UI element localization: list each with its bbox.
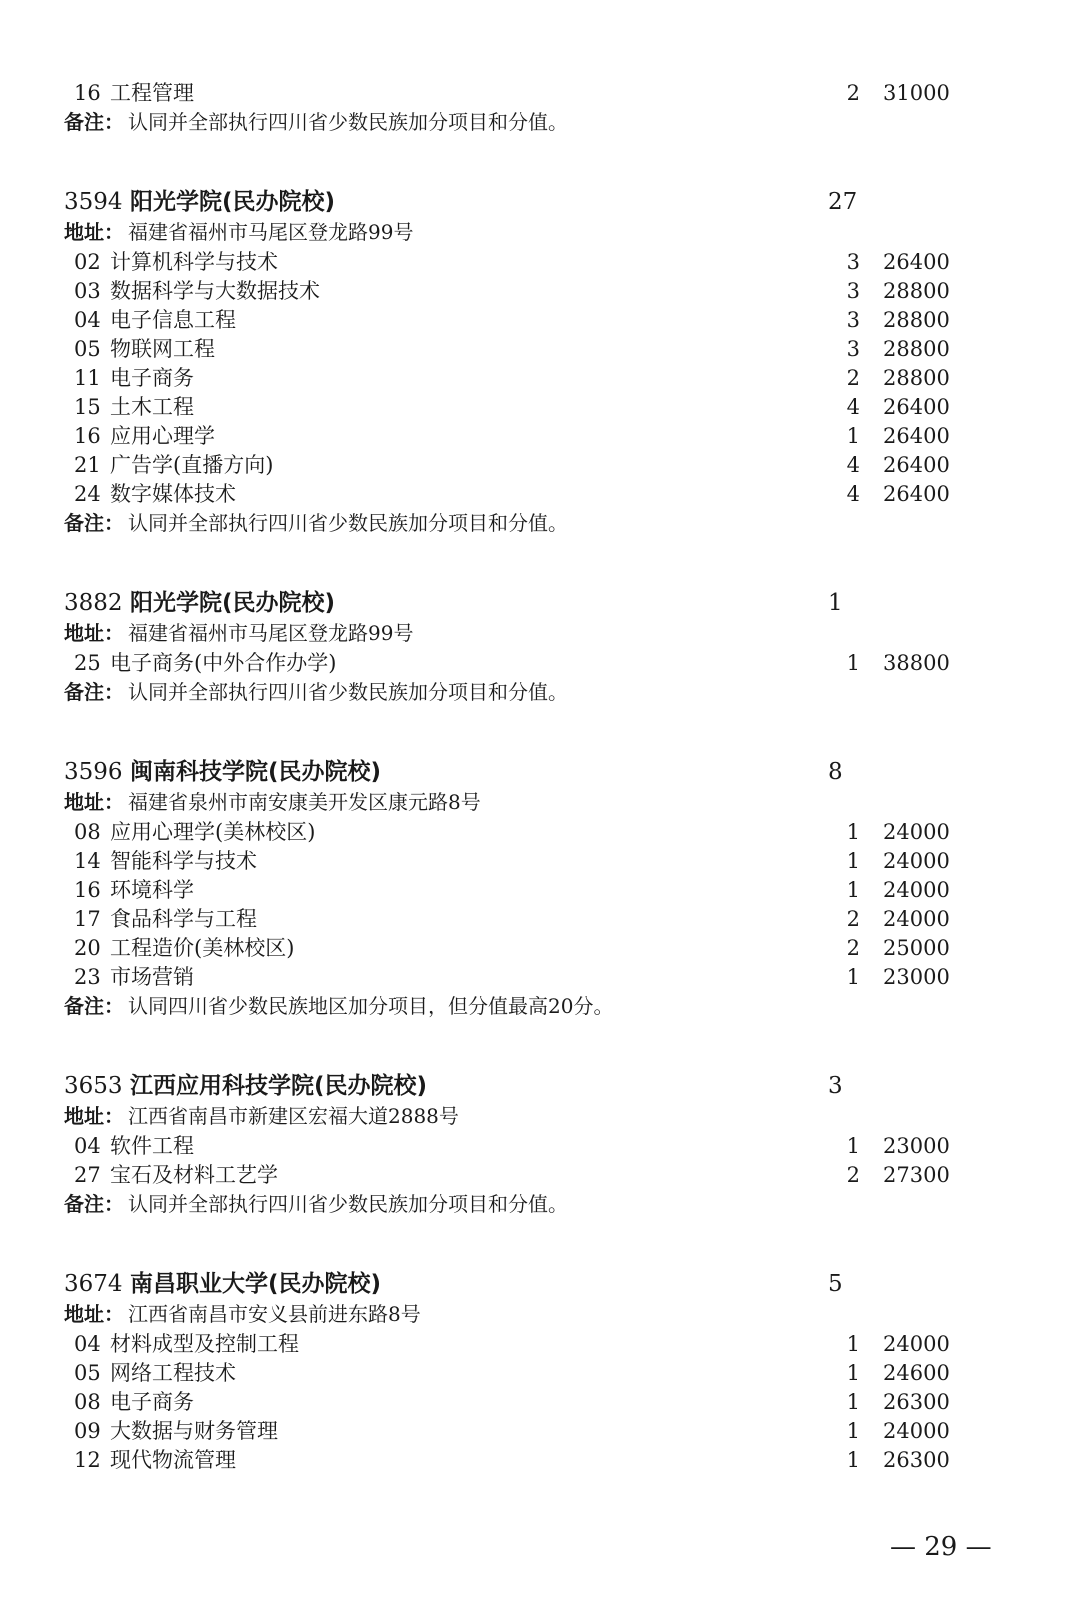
note-label: 备注： bbox=[64, 110, 124, 134]
school-total: 3 bbox=[828, 1073, 843, 1099]
school-header bbox=[0, 1269, 1080, 1299]
major-name: 大数据与财务管理 bbox=[110, 1419, 278, 1443]
major-row bbox=[0, 392, 1080, 422]
major-code: 03 bbox=[74, 279, 101, 303]
school-header bbox=[0, 1071, 1080, 1101]
major-count: 1 bbox=[846, 1332, 860, 1356]
major-fee: 24000 bbox=[883, 907, 950, 931]
major-count: 1 bbox=[846, 1419, 860, 1443]
major-row bbox=[0, 1329, 1080, 1359]
major-row bbox=[0, 648, 1080, 678]
major-count: 4 bbox=[846, 395, 860, 419]
major-code: 11 bbox=[74, 366, 101, 390]
major-row bbox=[0, 1160, 1080, 1190]
major-row bbox=[0, 305, 1080, 335]
note-text: 认同并全部执行四川省少数民族加分项目和分值。 bbox=[128, 1192, 568, 1216]
major-name: 应用心理学 bbox=[110, 424, 215, 448]
major-name: 材料成型及控制工程 bbox=[110, 1332, 299, 1356]
major-count: 1 bbox=[846, 424, 860, 448]
major-code: 05 bbox=[74, 1361, 101, 1385]
major-fee: 28800 bbox=[883, 308, 950, 332]
major-name: 土木工程 bbox=[110, 395, 194, 419]
major-row bbox=[0, 962, 1080, 992]
major-count: 1 bbox=[846, 878, 860, 902]
note bbox=[0, 1189, 1080, 1219]
major-row bbox=[0, 875, 1080, 905]
major-count: 1 bbox=[846, 965, 860, 989]
school-name: 江西应用科技学院(民办院校) bbox=[130, 1073, 428, 1099]
address bbox=[0, 217, 1080, 247]
note-text: 认同并全部执行四川省少数民族加分项目和分值。 bbox=[128, 680, 568, 704]
major-name: 市场营销 bbox=[110, 965, 194, 989]
address-label: 地址： bbox=[64, 1104, 124, 1128]
note-label: 备注： bbox=[64, 511, 124, 535]
major-fee: 26300 bbox=[883, 1390, 950, 1414]
major-code: 02 bbox=[74, 250, 101, 274]
major-row bbox=[0, 479, 1080, 509]
major-fee: 24000 bbox=[883, 1332, 950, 1356]
address-label: 地址： bbox=[64, 621, 124, 645]
major-row bbox=[0, 1387, 1080, 1417]
major-count: 1 bbox=[846, 1390, 860, 1414]
school-header bbox=[0, 757, 1080, 787]
major-row bbox=[0, 1358, 1080, 1388]
major-row bbox=[0, 334, 1080, 364]
major-code: 16 bbox=[74, 424, 101, 448]
school-name: 南昌职业大学(民办院校) bbox=[130, 1271, 382, 1297]
major-name: 广告学(直播方向) bbox=[110, 453, 274, 477]
major-row bbox=[0, 933, 1080, 963]
address-label: 地址： bbox=[64, 220, 124, 244]
note bbox=[0, 677, 1080, 707]
school-code: 3674 bbox=[64, 1271, 123, 1297]
address-text: 江西省南昌市新建区宏福大道2888号 bbox=[128, 1104, 459, 1128]
major-fee: 28800 bbox=[883, 279, 950, 303]
major-fee: 26400 bbox=[883, 424, 950, 448]
major-code: 08 bbox=[74, 820, 101, 844]
major-fee: 28800 bbox=[883, 337, 950, 361]
major-fee: 26400 bbox=[883, 453, 950, 477]
major-fee: 23000 bbox=[883, 965, 950, 989]
major-count: 3 bbox=[846, 308, 860, 332]
address-text: 江西省南昌市安义县前进东路8号 bbox=[128, 1302, 421, 1326]
major-name: 数据科学与大数据技术 bbox=[110, 279, 320, 303]
major-name: 应用心理学(美林校区) bbox=[110, 820, 316, 844]
major-count: 2 bbox=[846, 1163, 860, 1187]
major-fee: 24000 bbox=[883, 1419, 950, 1443]
major-count: 1 bbox=[846, 1361, 860, 1385]
note bbox=[0, 991, 1080, 1021]
school-header bbox=[0, 588, 1080, 618]
major-code: 16 bbox=[74, 878, 101, 902]
major-name: 网络工程技术 bbox=[110, 1361, 236, 1385]
major-row bbox=[0, 1131, 1080, 1161]
major-fee: 25000 bbox=[883, 936, 950, 960]
major-code: 24 bbox=[74, 482, 101, 506]
school-total: 5 bbox=[828, 1271, 843, 1297]
major-code: 21 bbox=[74, 453, 101, 477]
major-fee: 27300 bbox=[883, 1163, 950, 1187]
school-name: 阳光学院(民办院校) bbox=[130, 189, 336, 215]
major-name: 工程造价(美林校区) bbox=[110, 936, 295, 960]
school-total: 1 bbox=[828, 590, 843, 616]
major-fee: 26400 bbox=[883, 395, 950, 419]
major-code: 05 bbox=[74, 337, 101, 361]
major-row bbox=[0, 1445, 1080, 1475]
major-fee: 31000 bbox=[883, 81, 950, 105]
major-code: 27 bbox=[74, 1163, 101, 1187]
major-fee: 26400 bbox=[883, 250, 950, 274]
major-code: 08 bbox=[74, 1390, 101, 1414]
address-text: 福建省泉州市南安康美开发区康元路8号 bbox=[128, 790, 481, 814]
address bbox=[0, 1101, 1080, 1131]
major-count: 1 bbox=[846, 1448, 860, 1472]
major-count: 1 bbox=[846, 849, 860, 873]
major-fee: 24000 bbox=[883, 820, 950, 844]
school-total: 8 bbox=[828, 759, 843, 785]
major-name: 物联网工程 bbox=[110, 337, 215, 361]
address bbox=[0, 1299, 1080, 1329]
major-code: 17 bbox=[74, 907, 101, 931]
major-row bbox=[0, 421, 1080, 451]
major-name: 数字媒体技术 bbox=[110, 482, 236, 506]
address-text: 福建省福州市马尾区登龙路99号 bbox=[128, 621, 414, 645]
major-code: 20 bbox=[74, 936, 101, 960]
major-count: 3 bbox=[846, 250, 860, 274]
address-label: 地址： bbox=[64, 1302, 124, 1326]
major-row bbox=[0, 450, 1080, 480]
note-text: 认同并全部执行四川省少数民族加分项目和分值。 bbox=[128, 110, 568, 134]
major-code: 12 bbox=[74, 1448, 101, 1472]
major-name: 计算机科学与技术 bbox=[110, 250, 278, 274]
major-fee: 26300 bbox=[883, 1448, 950, 1472]
major-name: 智能科学与技术 bbox=[110, 849, 257, 873]
major-name: 电子商务(中外合作办学) bbox=[110, 651, 337, 675]
major-count: 4 bbox=[846, 482, 860, 506]
major-count: 1 bbox=[846, 651, 860, 675]
major-name: 工程管理 bbox=[110, 81, 194, 105]
major-row bbox=[0, 904, 1080, 934]
major-count: 3 bbox=[846, 279, 860, 303]
major-count: 2 bbox=[846, 81, 860, 105]
school-total: 27 bbox=[828, 189, 858, 215]
major-code: 14 bbox=[74, 849, 101, 873]
major-fee: 24000 bbox=[883, 878, 950, 902]
note bbox=[0, 508, 1080, 538]
major-row bbox=[0, 78, 1080, 108]
note-label: 备注： bbox=[64, 1192, 124, 1216]
school-code: 3882 bbox=[64, 590, 123, 616]
major-count: 1 bbox=[846, 820, 860, 844]
school-code: 3594 bbox=[64, 189, 123, 215]
address bbox=[0, 787, 1080, 817]
major-name: 宝石及材料工艺学 bbox=[110, 1163, 278, 1187]
major-code: 23 bbox=[74, 965, 101, 989]
major-code: 15 bbox=[74, 395, 101, 419]
address-text: 福建省福州市马尾区登龙路99号 bbox=[128, 220, 414, 244]
major-row bbox=[0, 817, 1080, 847]
major-count: 3 bbox=[846, 337, 860, 361]
school-name: 闽南科技学院(民办院校) bbox=[130, 759, 382, 785]
major-row bbox=[0, 247, 1080, 277]
major-name: 环境科学 bbox=[110, 878, 194, 902]
major-row bbox=[0, 363, 1080, 393]
major-code: 04 bbox=[74, 308, 101, 332]
major-fee: 24600 bbox=[883, 1361, 950, 1385]
major-fee: 38800 bbox=[883, 651, 950, 675]
major-count: 4 bbox=[846, 453, 860, 477]
major-name: 电子信息工程 bbox=[110, 308, 236, 332]
major-name: 现代物流管理 bbox=[110, 1448, 236, 1472]
major-fee: 24000 bbox=[883, 849, 950, 873]
school-code: 3653 bbox=[64, 1073, 123, 1099]
major-code: 25 bbox=[74, 651, 101, 675]
address bbox=[0, 618, 1080, 648]
major-code: 04 bbox=[74, 1332, 101, 1356]
major-row bbox=[0, 846, 1080, 876]
page-number: — 29 — bbox=[890, 1532, 992, 1562]
major-count: 1 bbox=[846, 1134, 860, 1158]
major-name: 电子商务 bbox=[110, 366, 194, 390]
major-name: 软件工程 bbox=[110, 1134, 194, 1158]
major-fee: 23000 bbox=[883, 1134, 950, 1158]
major-count: 2 bbox=[846, 907, 860, 931]
address-label: 地址： bbox=[64, 790, 124, 814]
note bbox=[0, 107, 1080, 137]
major-row bbox=[0, 276, 1080, 306]
major-fee: 26400 bbox=[883, 482, 950, 506]
note-label: 备注： bbox=[64, 680, 124, 704]
major-code: 09 bbox=[74, 1419, 101, 1443]
major-fee: 28800 bbox=[883, 366, 950, 390]
school-header bbox=[0, 187, 1080, 217]
major-code: 04 bbox=[74, 1134, 101, 1158]
school-code: 3596 bbox=[64, 759, 123, 785]
school-name: 阳光学院(民办院校) bbox=[130, 590, 336, 616]
major-count: 2 bbox=[846, 366, 860, 390]
major-code: 16 bbox=[74, 81, 101, 105]
note-text: 认同四川省少数民族地区加分项目，但分值最高20分。 bbox=[128, 994, 614, 1018]
note-label: 备注： bbox=[64, 994, 124, 1018]
major-name: 电子商务 bbox=[110, 1390, 194, 1414]
major-name: 食品科学与工程 bbox=[110, 907, 257, 931]
major-count: 2 bbox=[846, 936, 860, 960]
major-row bbox=[0, 1416, 1080, 1446]
note-text: 认同并全部执行四川省少数民族加分项目和分值。 bbox=[128, 511, 568, 535]
